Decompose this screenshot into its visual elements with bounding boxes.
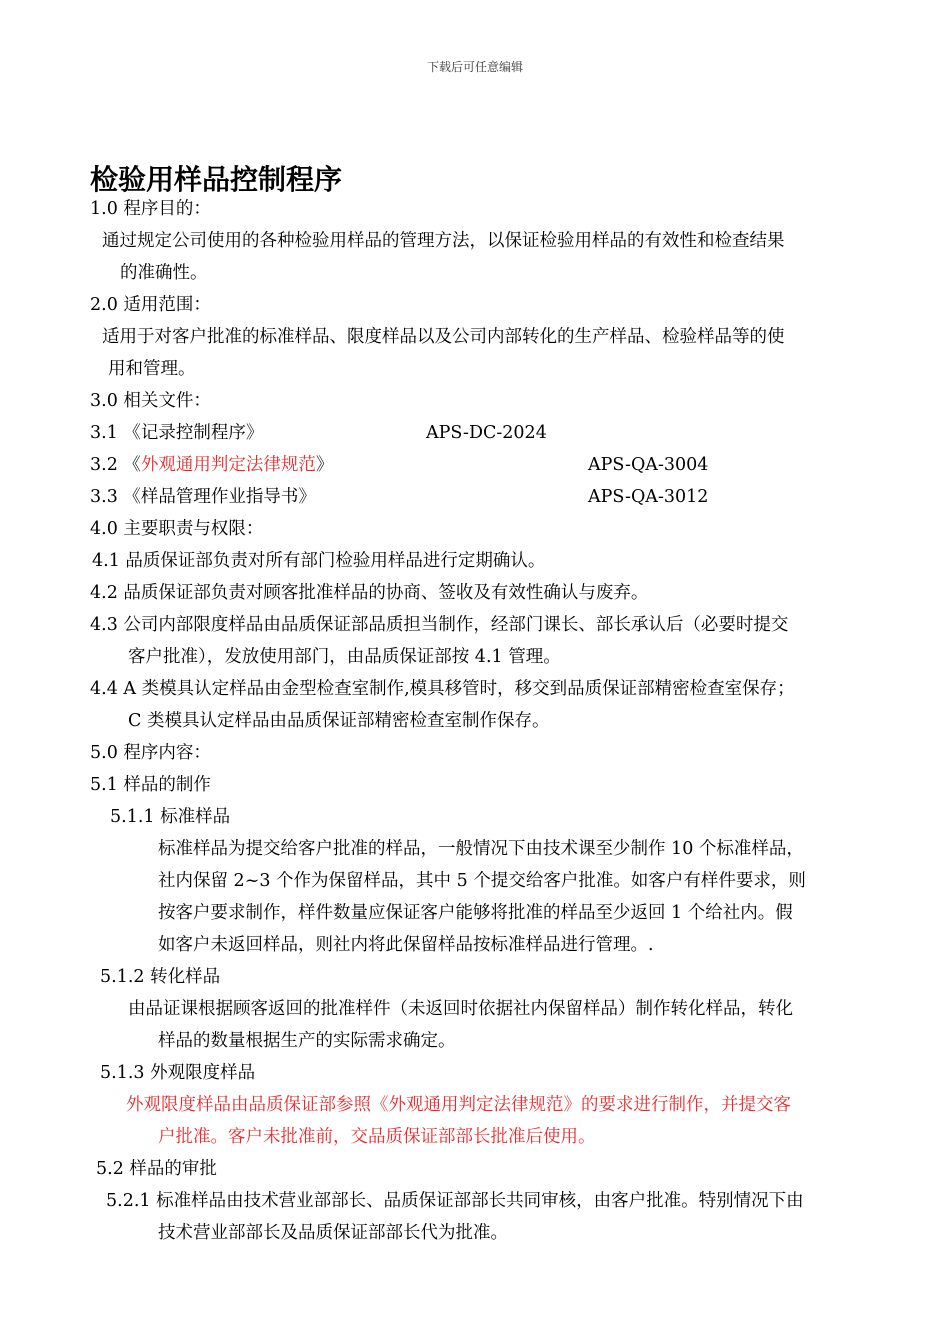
subsection-5-1-1: 5.1.1 标准样品 [110,807,231,827]
doc-code-3-2: APS-QA-3004 [588,455,709,475]
document-title: 检验用样品控制程序 [90,163,343,196]
doc-ref-3-3 [90,485,316,509]
para-5-1-3-line2: 户批准。客户未批准前，交品质保证部部长批准后使用。 [158,1127,596,1147]
subsection-5-1-3: 5.1.3 外观限度样品 [100,1063,256,1083]
item-4-3-line1: 4.3 公司内部限度样品由品质保证部品质担当制作，经部门课长、部长承认后（必要时提交 [90,615,789,635]
section-3-heading: 3.0 相关文件： [90,391,211,411]
para-5-2-1-line2: 技术营业部部长及品质保证部部长代为批准。 [158,1223,508,1243]
section-1-heading: 1.0 程序目的： [90,199,211,219]
subsection-5-2: 5.2 样品的审批 [96,1159,217,1179]
section-2-heading: 2.0 适用范围： [90,295,211,315]
doc-name: 《样品管理作业指导书》 [123,487,316,507]
para-5-1-2-line2: 样品的数量根据生产的实际需求确定。 [158,1031,456,1051]
section-2-text-line1: 适用于对客户批准的标准样品、限度样品以及公司内部转化的生产样品、检验样品等的使 [102,327,785,347]
section-4-heading: 4.0 主要职责与权限： [90,519,264,539]
item-4-3-line2: 客户批准），发放使用部门，由品质保证部按 4.1 管理。 [128,647,561,667]
para-5-1-1-line3: 按客户要求制作，样件数量应保证客户能够将批准的样品至少返回 1 个给社内。假 [158,903,793,923]
para-5-1-3-line1: 外观限度样品由品质保证部参照《外观通用判定法律规范》的要求进行制作，并提交客 [126,1095,791,1115]
doc-name-open: 《 [123,455,141,475]
para-5-1-1-line4: 如客户未返回样品，则社内将此保留样品按标准样品进行管理。. [158,935,654,955]
doc-code-3-1: APS-DC-2024 [426,423,547,443]
subsection-5-1-2: 5.1.2 转化样品 [100,967,221,987]
doc-code-3-3: APS-QA-3012 [588,487,709,507]
para-5-1-1-line2: 社内保留 2~3 个作为保留样品，其中 5 个提交给客户批准。如客户有样件要求，则 [158,871,806,891]
doc-number: 3.1 [90,423,118,443]
section-1-text-line2: 的准确性。 [120,263,208,283]
subsection-5-1: 5.1 样品的制作 [90,775,211,795]
doc-ref-3-2 [90,453,333,477]
doc-number: 3.3 [90,487,118,507]
section-2-text-line2: 用和管理。 [108,359,196,379]
doc-name-close: 》 [315,455,334,475]
section-5-heading: 5.0 程序内容： [90,743,211,763]
para-5-1-2-line1: 由品证课根据顾客返回的批准样件（未返回时依据社内保留样品）制作转化样品，转化 [128,999,793,1019]
doc-ref-3-1 [90,421,263,445]
item-4-4-line2: C 类模具认定样品由品质保证部精密检查室制作保存。 [128,711,550,731]
doc-number: 3.2 [90,455,118,475]
page-header: 下载后可任意编辑 [426,60,523,74]
item-4-2: 4.2 品质保证部负责对顾客批准样品的协商、签收及有效性确认与废弃。 [90,583,649,603]
para-5-2-1-line1: 5.2.1 标准样品由技术营业部部长、品质保证部部长共同审核，由客户批准。特别情况下由 [106,1191,804,1211]
para-5-1-1-line1: 标准样品为提交给客户批准的样品，一般情况下由技术课至少制作 10 个标准样品， [158,839,804,859]
item-4-1: 4.1 品质保证部负责对所有部门检验用样品进行定期确认。 [92,551,546,571]
item-4-4-line1: 4.4 A 类模具认定样品由金型检查室制作,模具移管时，移交到品质保证部精密检查室保存； [90,679,795,699]
doc-name-highlight: 外观通用判定法律规范 [140,455,316,475]
section-1-text-line1: 通过规定公司使用的各种检验用样品的管理方法，以保证检验用样品的有效性和检查结果 [102,231,785,251]
doc-name: 《记录控制程序》 [123,423,264,443]
